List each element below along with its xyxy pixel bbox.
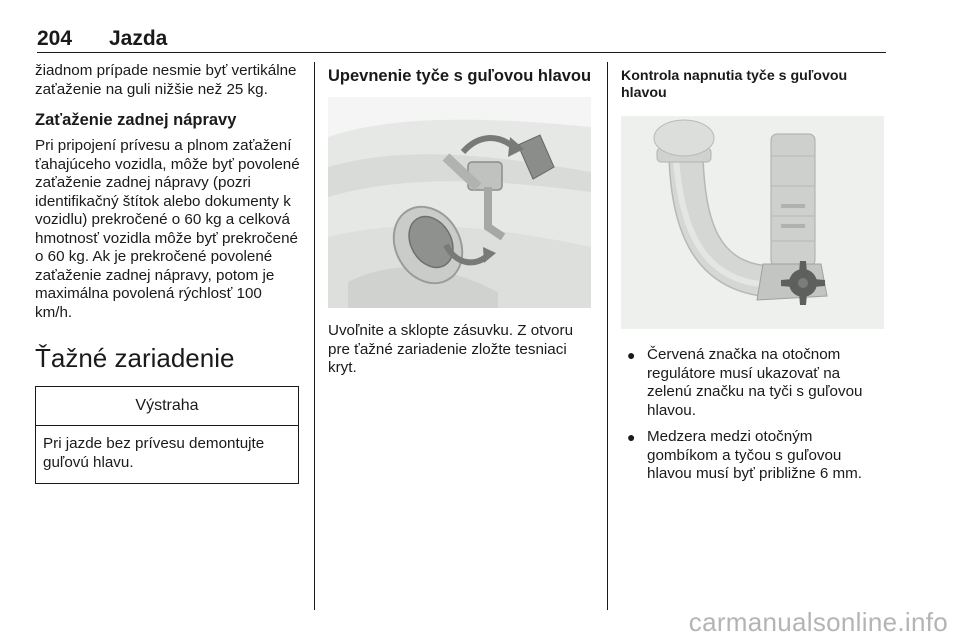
warning-text: Pri jazde bez prívesu demontujte guľovú hlavu. [43,435,265,471]
tow-bar-illustration [621,116,884,329]
column-3 [621,62,887,484]
warning-title: Výstraha [36,387,298,426]
column-1 [35,62,301,484]
intro-paragraph: žiadnom prípade nesmie byť vertikálne zaťaženie na guli nižšie než 25 kg. [35,62,297,98]
watermark: carmanualsonline.info [688,607,948,637]
towing-heading: Ťažné zariadenie [35,343,235,373]
section-title: Jazda [109,27,168,50]
tension-check-heading: Kontrola napnutia tyče s guľovou hlavou [621,68,848,101]
column-divider [607,62,608,610]
list-item: ● Medzera medzi otočným gombíkom a tyčou s guľovou hlavou musí byť približne 6 mm. [627,428,863,482]
page-header [37,26,886,53]
mounting-heading: Upevnenie tyče s guľovou hlavou [328,67,592,85]
page-number: 204 [37,27,73,50]
rear-axle-heading: Zaťaženie zadnej nápravy [35,111,237,129]
column-divider [314,62,315,610]
warning-box [35,386,299,484]
tension-check-list [621,346,887,484]
socket-illustration [328,97,591,308]
mounting-paragraph: Uvoľnite a sklopte zásuvku. Z otvoru pre ťažné zariadenie zložte tesniaci kryt. [328,322,574,376]
rear-axle-paragraph: Pri pripojení prívesu a plnom zaťažení ťahajúceho vozidla, môže byť povolené zaťaženie zadnej nápravy (pozri identifikačný štítok alebo dokumenty k vozidlu) prekročené o 60 kg a celková hmotnosť vozidla môže byť prekročené o 60 kg. Ak je prekročené povolené zaťaženie zadnej nápravy, potom je maximálna povolená rýchlosť 100 km/h. [35,137,300,321]
column-2 [328,62,594,378]
list-item: ● Červená značka na otočnom regulátore musí ukazovať na zelenú značku na tyči s guľovou hlavou. [627,346,863,419]
